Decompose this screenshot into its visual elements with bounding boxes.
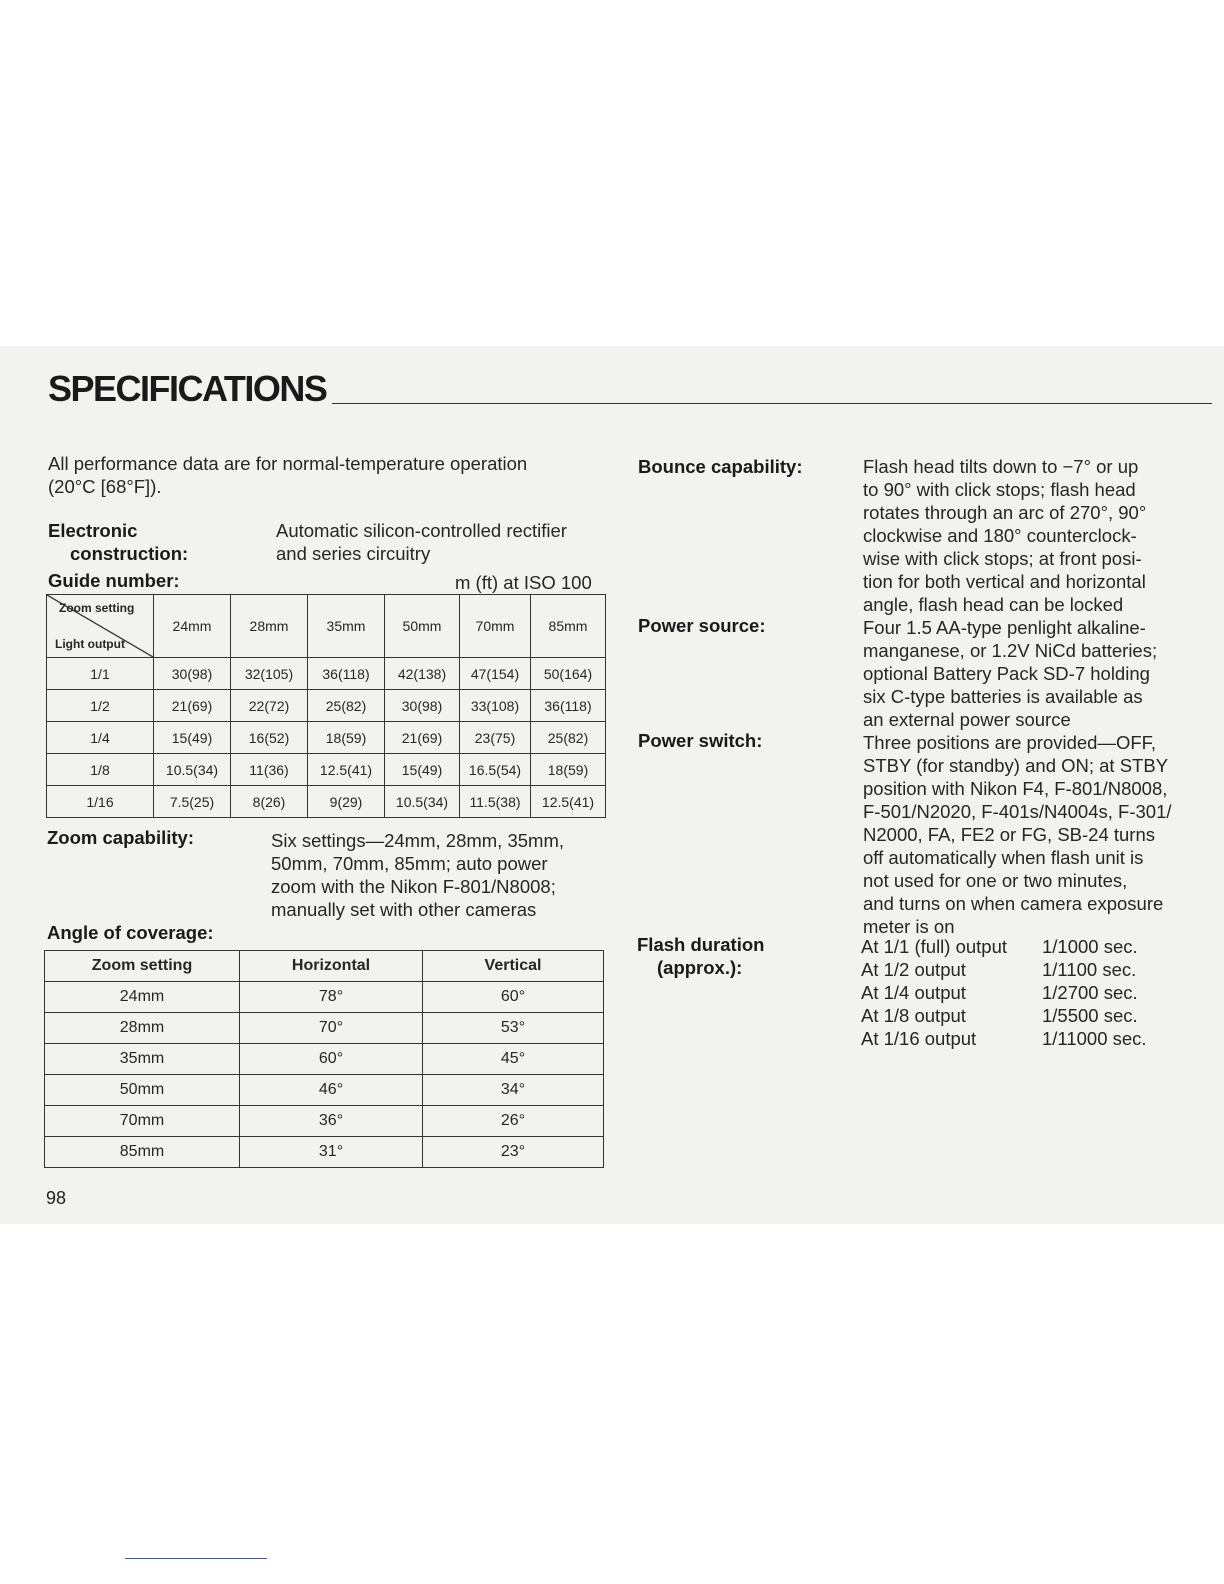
footer-rule bbox=[125, 1558, 267, 1559]
table-row bbox=[45, 1013, 604, 1044]
column-header: Vertical bbox=[423, 951, 604, 982]
column-header: 35mm bbox=[308, 595, 385, 658]
intro-line-1: All performance data are for normal-temperature operation bbox=[48, 453, 528, 474]
duration-time: 1/2700 sec. bbox=[1042, 982, 1138, 1003]
table-cell: 7.5(25) bbox=[154, 786, 231, 818]
column-header: 50mm bbox=[385, 595, 460, 658]
power-source-line: an external power source bbox=[863, 709, 1071, 730]
table-cell: 8(26) bbox=[231, 786, 308, 818]
bounce-capability-label: Bounce capability: bbox=[638, 456, 803, 477]
bounce-line: rotates through an arc of 270°, 90° bbox=[863, 502, 1147, 523]
power-switch-line: position with Nikon F4, F-801/N8008, bbox=[863, 778, 1168, 799]
table-row bbox=[47, 690, 606, 722]
construction-label: construction: bbox=[70, 543, 189, 564]
zoom-line: 50mm, 70mm, 85mm; auto power bbox=[271, 853, 548, 874]
table-cell: 22(72) bbox=[231, 690, 308, 722]
electronic-value-2: and series circuitry bbox=[276, 543, 431, 564]
electronic-label: Electronic bbox=[48, 520, 138, 541]
column-header: 28mm bbox=[231, 595, 308, 658]
table-row bbox=[45, 982, 604, 1013]
duration-output: At 1/8 output bbox=[861, 1005, 966, 1026]
angle-coverage-table bbox=[44, 950, 604, 1168]
light-output-cell: 1/1 bbox=[47, 658, 154, 690]
table-cell: 16(52) bbox=[231, 722, 308, 754]
power-source-line: manganese, or 1.2V NiCd batteries; bbox=[863, 640, 1158, 661]
table-cell: 42(138) bbox=[385, 658, 460, 690]
duration-output: At 1/16 output bbox=[861, 1028, 977, 1049]
table-cell: 9(29) bbox=[308, 786, 385, 818]
flash-duration-label: Flash duration bbox=[637, 934, 765, 955]
duration-time: 1/5500 sec. bbox=[1042, 1005, 1138, 1026]
table-cell: 33(108) bbox=[460, 690, 531, 722]
table-cell: 53° bbox=[423, 1013, 604, 1044]
table-cell: 36(118) bbox=[308, 658, 385, 690]
corner-light-output: Light output bbox=[55, 637, 125, 651]
table-cell: 18(59) bbox=[531, 754, 606, 786]
table-cell: 21(69) bbox=[154, 690, 231, 722]
electronic-value-1: Automatic silicon-controlled rectifier bbox=[276, 520, 567, 541]
guide-number-unit: m (ft) at ISO 100 bbox=[455, 572, 592, 593]
table-cell: 24mm bbox=[45, 982, 240, 1013]
duration-output: At 1/2 output bbox=[861, 959, 966, 980]
table-cell: 25(82) bbox=[531, 722, 606, 754]
page-number: 98 bbox=[46, 1188, 67, 1208]
power-switch-line: and turns on when camera exposure bbox=[863, 893, 1164, 914]
power-source-line: optional Battery Pack SD-7 holding bbox=[863, 663, 1150, 684]
power-source-line: six C-type batteries is available as bbox=[863, 686, 1143, 707]
flash-duration-approx-label: (approx.): bbox=[657, 957, 743, 978]
light-output-cell: 1/16 bbox=[47, 786, 154, 818]
bounce-line: Flash head tilts down to −7° or up bbox=[863, 456, 1139, 477]
light-output-cell: 1/2 bbox=[47, 690, 154, 722]
table-cell: 10.5(34) bbox=[154, 754, 231, 786]
table-cell: 47(154) bbox=[460, 658, 531, 690]
duration-output: At 1/1 (full) output bbox=[861, 936, 1008, 957]
table-cell: 26° bbox=[423, 1106, 604, 1137]
duration-time: 1/1000 sec. bbox=[1042, 936, 1138, 957]
table-row bbox=[47, 786, 606, 818]
table-cell: 36(118) bbox=[531, 690, 606, 722]
bounce-line: clockwise and 180° counterclock- bbox=[863, 525, 1137, 546]
table-cell: 45° bbox=[423, 1044, 604, 1075]
table-cell: 12.5(41) bbox=[308, 754, 385, 786]
table-cell: 50mm bbox=[45, 1075, 240, 1106]
table-row bbox=[47, 658, 606, 690]
table-cell: 12.5(41) bbox=[531, 786, 606, 818]
power-switch-line: STBY (for standby) and ON; at STBY bbox=[863, 755, 1169, 776]
zoom-line: zoom with the Nikon F-801/N8008; bbox=[271, 876, 556, 897]
table-row bbox=[47, 754, 606, 786]
zoom-line: Six settings—24mm, 28mm, 35mm, bbox=[271, 830, 564, 851]
power-switch-line: not used for one or two minutes, bbox=[863, 870, 1128, 891]
bounce-line: angle, flash head can be locked bbox=[863, 594, 1124, 615]
column-header: 70mm bbox=[460, 595, 531, 658]
power-source-line: Four 1.5 AA-type penlight alkaline- bbox=[863, 617, 1146, 638]
table-cell: 35mm bbox=[45, 1044, 240, 1075]
table-cell: 30(98) bbox=[385, 690, 460, 722]
table-cell: 11.5(38) bbox=[460, 786, 531, 818]
light-output-cell: 1/8 bbox=[47, 754, 154, 786]
table-cell: 60° bbox=[423, 982, 604, 1013]
guide-number-table bbox=[46, 594, 606, 818]
table-row bbox=[45, 1137, 604, 1168]
table-cell: 15(49) bbox=[154, 722, 231, 754]
table-row bbox=[47, 722, 606, 754]
table-cell: 25(82) bbox=[308, 690, 385, 722]
bounce-line: tion for both vertical and horizontal bbox=[863, 571, 1146, 592]
table-cell: 28mm bbox=[45, 1013, 240, 1044]
table-row bbox=[45, 1106, 604, 1137]
duration-time: 1/1100 sec. bbox=[1042, 959, 1137, 980]
table-cell: 46° bbox=[240, 1075, 423, 1106]
table-cell: 30(98) bbox=[154, 658, 231, 690]
table-cell: 15(49) bbox=[385, 754, 460, 786]
column-header: Zoom setting bbox=[45, 951, 240, 982]
page-title: SPECIFICATIONS bbox=[48, 368, 327, 409]
power-source-label: Power source: bbox=[638, 615, 766, 636]
title-rule bbox=[332, 403, 1212, 404]
power-switch-line: meter is on bbox=[863, 916, 955, 937]
power-switch-line: off automatically when flash unit is bbox=[863, 847, 1144, 868]
table-cell: 23° bbox=[423, 1137, 604, 1168]
table-cell: 85mm bbox=[45, 1137, 240, 1168]
duration-output: At 1/4 output bbox=[861, 982, 966, 1003]
power-switch-line: F-501/N2020, F-401s/N4004s, F-301/ bbox=[863, 801, 1172, 822]
duration-time: 1/11000 sec. bbox=[1042, 1028, 1147, 1049]
bounce-line: to 90° with click stops; flash head bbox=[863, 479, 1136, 500]
table-cell: 23(75) bbox=[460, 722, 531, 754]
table-cell: 11(36) bbox=[231, 754, 308, 786]
table-cell: 70° bbox=[240, 1013, 423, 1044]
light-output-cell: 1/4 bbox=[47, 722, 154, 754]
bounce-line: wise with click stops; at front posi- bbox=[863, 548, 1142, 569]
column-header: 24mm bbox=[154, 595, 231, 658]
zoom-capability-label: Zoom capability: bbox=[47, 827, 194, 848]
guide-number-label: Guide number: bbox=[48, 570, 180, 591]
table-cell: 34° bbox=[423, 1075, 604, 1106]
table-row bbox=[45, 1075, 604, 1106]
table-row bbox=[45, 1044, 604, 1075]
table-cell: 21(69) bbox=[385, 722, 460, 754]
intro-line-2: (20°C [68°F]). bbox=[48, 476, 162, 497]
power-switch-line: N2000, FA, FE2 or FG, SB-24 turns bbox=[863, 824, 1156, 845]
table-cell: 50(164) bbox=[531, 658, 606, 690]
table-cell: 31° bbox=[240, 1137, 423, 1168]
table-cell: 16.5(54) bbox=[460, 754, 531, 786]
table-cell: 70mm bbox=[45, 1106, 240, 1137]
table-cell: 10.5(34) bbox=[385, 786, 460, 818]
column-header: Horizontal bbox=[240, 951, 423, 982]
table-cell: 18(59) bbox=[308, 722, 385, 754]
table-cell: 60° bbox=[240, 1044, 423, 1075]
zoom-line: manually set with other cameras bbox=[271, 899, 537, 920]
column-header: 85mm bbox=[531, 595, 606, 658]
angle-coverage-label: Angle of coverage: bbox=[47, 922, 214, 943]
table-cell: 78° bbox=[240, 982, 423, 1013]
table-cell: 32(105) bbox=[231, 658, 308, 690]
corner-cell bbox=[47, 595, 154, 658]
power-switch-line: Three positions are provided—OFF, bbox=[863, 732, 1157, 753]
table-cell: 36° bbox=[240, 1106, 423, 1137]
corner-zoom-setting: Zoom setting bbox=[59, 601, 135, 615]
power-switch-label: Power switch: bbox=[638, 730, 763, 751]
